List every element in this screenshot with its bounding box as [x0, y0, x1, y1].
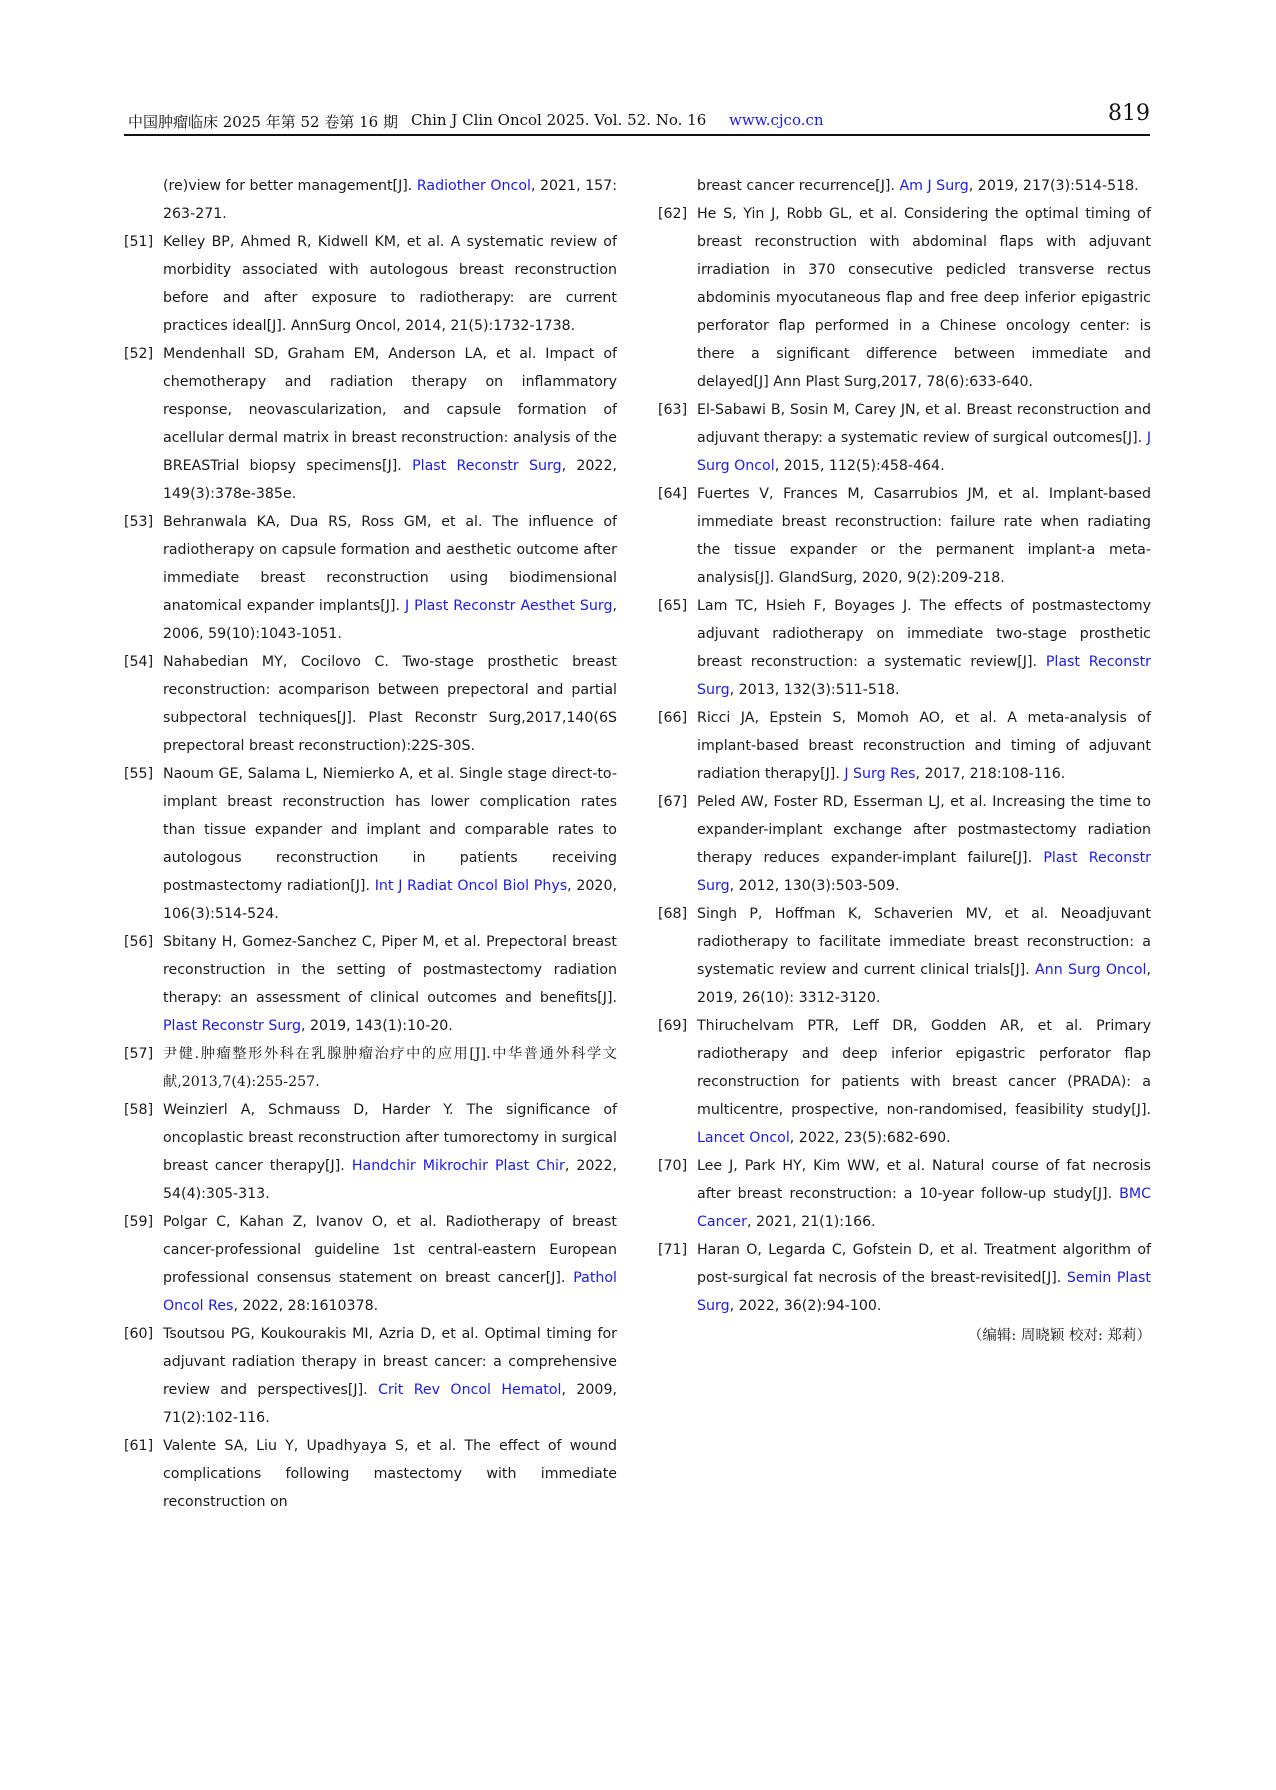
reference-number: [53] — [124, 514, 154, 530]
reference-number: [67] — [658, 794, 688, 810]
reference-journal-link[interactable]: Lancet Oncol — [697, 1130, 790, 1146]
reference-journal-link[interactable]: Crit Rev Oncol Hematol — [378, 1382, 562, 1398]
reference-journal-link[interactable]: Plast Reconstr Surg — [697, 654, 1151, 698]
reference-text: 尹健.肿瘤整形外科在乳腺肿瘤治疗中的应用[J].中华普通外科学文献,2013,7(4):255-257. — [163, 1046, 617, 1090]
running-header — [124, 101, 1150, 136]
reference-journal-link[interactable]: Handchir Mikrochir Plast Chir — [351, 1158, 565, 1174]
reference-number: [71] — [658, 1242, 688, 1258]
reference-number: [52] — [124, 346, 154, 362]
reference-text: Polgar C, Kahan Z, Ivanov O, et al. Radiotherapy of breast cancer-professional guideline 1st central-eastern European professional consensus statement on breast cancer[J]. — [163, 1214, 617, 1286]
reference-number: [65] — [658, 598, 688, 614]
reference-text: He S, Yin J, Robb GL, et al. Considering the optimal timing of breast reconstruction with abdominal flaps with adjuvant irradiation in 370 consecutive pedicled transverse rectus abdominis myocutaneous flap and free deep inferior epigastric perforator flap performed in a Chinese oncology center: is there a significant difference between immediate and delayed[J] Ann Plast Surg,2017, 78(6):633-640. — [697, 206, 1151, 390]
references-left-column — [124, 172, 617, 1516]
reference-journal-link[interactable]: Am J Surg — [899, 178, 969, 194]
reference-citation-details: , 2022, 36(2):94-100. — [729, 1298, 882, 1314]
reference-number: [60] — [124, 1326, 154, 1342]
reference-citation-details: , 2019, 143(1):10-20. — [300, 1018, 453, 1034]
reference-journal-link[interactable]: Radiother Oncol — [416, 178, 531, 194]
reference-item — [124, 340, 617, 508]
reference-number: [62] — [658, 206, 688, 222]
reference-number: [55] — [124, 766, 154, 782]
reference-journal-link[interactable]: BMC Cancer — [697, 1186, 1152, 1230]
reference-item — [124, 760, 617, 928]
reference-number: [68] — [658, 906, 688, 922]
reference-journal-link[interactable]: Plast Reconstr Surg — [697, 850, 1151, 894]
reference-item — [658, 592, 1151, 704]
reference-citation-details: , 2022, 54(4):305-313. — [163, 1158, 617, 1202]
reference-item — [658, 480, 1151, 592]
reference-journal-link[interactable]: J Surg Res — [844, 766, 916, 782]
reference-text: Valente SA, Liu Y, Upadhyaya S, et al. The effect of wound complications following mastectomy with immediate reconstruction on — [163, 1438, 617, 1510]
reference-item — [658, 1152, 1151, 1236]
reference-text: Fuertes V, Frances M, Casarrubios JM, et al. Implant-based immediate breast reconstruction: failure rate when radiating the tissue expander or the permanent implant-a meta-analysis[J]. GlandSurg, 2020, 9(2):209-218. — [697, 486, 1151, 586]
reference-text: Peled AW, Foster RD, Esserman LJ, et al. Increasing the time to expander-implant exchange after postmastectomy radiation therapy reduces expander-implant failure[J]. — [697, 794, 1151, 866]
reference-item — [124, 1432, 617, 1516]
references-right-column — [658, 172, 1151, 1350]
reference-number: [57] — [124, 1046, 154, 1062]
journal-url-link[interactable]: www.cjco.cn — [729, 111, 824, 129]
reference-text: Nahabedian MY, Cocilovo C. Two-stage prosthetic breast reconstruction: acomparison between prepectoral and partial subpectoral techniques[J]. Plast Reconstr Surg,2017,140(6S prepectoral breast reconstruction):22S-30S. — [163, 654, 617, 754]
reference-number: [58] — [124, 1102, 154, 1118]
reference-text: Lee J, Park HY, Kim WW, et al. Natural course of fat necrosis after breast reconstruction: a 10-year follow-up study[J]. — [697, 1158, 1151, 1202]
reference-item — [124, 1208, 617, 1320]
journal-title-cn: 中国肿瘤临床 2025 年第 52 卷第 16 期 — [128, 113, 398, 131]
reference-citation-details: , 2012, 130(3):503-509. — [729, 878, 900, 894]
reference-text: Mendenhall SD, Graham EM, Anderson LA, et al. Impact of chemotherapy and radiation therapy on inflammatory response, neovascularization, and capsule formation of acellular dermal matrix in breast reconstruction: analysis of the BREASTrial biopsy specimens[J]. — [163, 346, 617, 474]
reference-journal-link[interactable]: Plast Reconstr Surg — [163, 1018, 301, 1034]
reference-item — [124, 508, 617, 648]
reference-text: Behranwala KA, Dua RS, Ross GM, et al. The influence of radiotherapy on capsule formation and aesthetic outcome after immediate breast reconstruction using biodimensional anatomical expander implants[J]. — [163, 514, 617, 614]
reference-item — [124, 928, 617, 1040]
reference-item — [658, 1236, 1151, 1320]
reference-text: Lam TC, Hsieh F, Boyages J. The effects of postmastectomy adjuvant radiotherapy on immediate two-stage prosthetic breast reconstruction: a systematic review[J]. — [697, 598, 1151, 670]
reference-journal-link[interactable]: Plast Reconstr Surg — [412, 458, 562, 474]
reference-citation-details: , 2006, 59(10):1043-1051. — [163, 598, 617, 642]
reference-item — [124, 648, 617, 760]
reference-continuation: breast cancer recurrence[J]. Am J Surg, 2019, 217(3):514-518. — [697, 178, 1139, 194]
reference-citation-details: , 2013, 132(3):511-518. — [729, 682, 900, 698]
reference-citation-details: , 2017, 218:108-116. — [915, 766, 1066, 782]
reference-text: Haran O, Legarda C, Gofstein D, et al. Treatment algorithm of post-surgical fat necrosis of the breast-revisited[J]. — [697, 1242, 1151, 1286]
reference-text: Weinzierl A, Schmauss D, Harder Y. The significance of oncoplastic breast reconstruction after tumorectomy in surgical breast cancer therapy[J]. — [163, 1102, 617, 1174]
reference-journal-link[interactable]: Pathol Oncol Res — [163, 1270, 617, 1314]
reference-citation-details: , 2022, 149(3):378e-385e. — [163, 458, 617, 502]
journal-title-en: Chin J Clin Oncol 2025. Vol. 52. No. 16 — [411, 111, 707, 129]
reference-number: [59] — [124, 1214, 154, 1230]
reference-journal-link[interactable]: J Plast Reconstr Aesthet Surg — [405, 598, 613, 614]
reference-journal-link[interactable]: Ann Surg Oncol — [1035, 962, 1147, 978]
reference-citation-details: , 2019, 26(10): 3312-3120. — [697, 962, 1151, 1006]
reference-number: [61] — [124, 1438, 154, 1454]
reference-citation-details: , 2022, 23(5):682-690. — [789, 1130, 951, 1146]
reference-journal-link[interactable]: Semin Plast Surg — [697, 1270, 1151, 1314]
reference-text: Naoum GE, Salama L, Niemierko A, et al. Single stage direct-to-implant breast reconstruction has lower complication rates than tissue expander and implant and comparable rates to autologous reconstruction in patients receiving postmastectomy radiation[J]. — [163, 766, 617, 894]
reference-text: Thiruchelvam PTR, Leff DR, Godden AR, et al. Primary radiotherapy and deep inferior epigastric perforator flap reconstruction for patients with breast cancer (PRADA): a multicentre, prospective, non-randomised, feasibility study[J]. — [697, 1018, 1151, 1118]
reference-text: Tsoutsou PG, Koukourakis MI, Azria D, et al. Optimal timing for adjuvant radiation therapy in breast cancer: a comprehensive review and perspectives[J]. — [163, 1326, 617, 1398]
reference-number: [63] — [658, 402, 688, 418]
reference-item — [658, 396, 1151, 480]
reference-number: [69] — [658, 1018, 688, 1034]
editor-note: （编辑: 周晓颖 校对: 郑莉） — [967, 1328, 1151, 1344]
reference-text: Singh P, Hoffman K, Schaverien MV, et al. Neoadjuvant radiotherapy to facilitate immediate breast reconstruction: a systematic review and current clinical trials[J]. — [697, 906, 1151, 978]
reference-number: [51] — [124, 234, 154, 250]
reference-item — [124, 1040, 617, 1096]
reference-item — [658, 704, 1151, 788]
reference-citation-details: , 2020, 106(3):514-524. — [163, 878, 617, 922]
reference-item — [124, 1096, 617, 1208]
reference-item — [658, 900, 1151, 1012]
reference-journal-link[interactable]: Int J Radiat Oncol Biol Phys — [374, 878, 568, 894]
reference-citation-details: , 2015, 112(5):458-464. — [774, 458, 945, 474]
reference-number: [64] — [658, 486, 688, 502]
reference-journal-link[interactable]: J Surg Oncol — [697, 430, 1151, 474]
reference-item — [658, 200, 1151, 396]
reference-citation-details: , 2009, 71(2):102-116. — [163, 1382, 617, 1426]
reference-number: [56] — [124, 934, 154, 950]
reference-citation-details: , 2021, 21(1):166. — [746, 1214, 876, 1230]
reference-item — [658, 788, 1151, 900]
reference-text: Sbitany H, Gomez-Sanchez C, Piper M, et al. Prepectoral breast reconstruction in the setting of postmastectomy radiation therapy: an assessment of clinical outcomes and benefits[J]. — [163, 934, 617, 1006]
reference-text: El-Sabawi B, Sosin M, Carey JN, et al. Breast reconstruction and adjuvant therapy: a systematic review of surgical outcomes[J]. — [697, 402, 1151, 446]
reference-number: [66] — [658, 710, 688, 726]
reference-text: Ricci JA, Epstein S, Momoh AO, et al. A meta-analysis of implant-based breast reconstruction and timing of adjuvant radiation therapy[J]. — [697, 710, 1151, 782]
reference-citation-details: , 2022, 28:1610378. — [233, 1298, 379, 1314]
page-number: 819 — [1108, 101, 1150, 126]
reference-item — [124, 228, 617, 340]
reference-item — [658, 1012, 1151, 1152]
reference-continuation: (re)view for better management[J]. Radiother Oncol, 2021, 157: 263-271. — [163, 178, 617, 222]
reference-number: [54] — [124, 654, 154, 670]
reference-text: Kelley BP, Ahmed R, Kidwell KM, et al. A systematic review of morbidity associated with autologous breast reconstruction before and after exposure to radiotherapy: are current practices ideal[J]. AnnSurg Oncol, 2014, 21(5):1732-1738. — [163, 234, 617, 334]
reference-number: [70] — [658, 1158, 688, 1174]
reference-item — [124, 1320, 617, 1432]
